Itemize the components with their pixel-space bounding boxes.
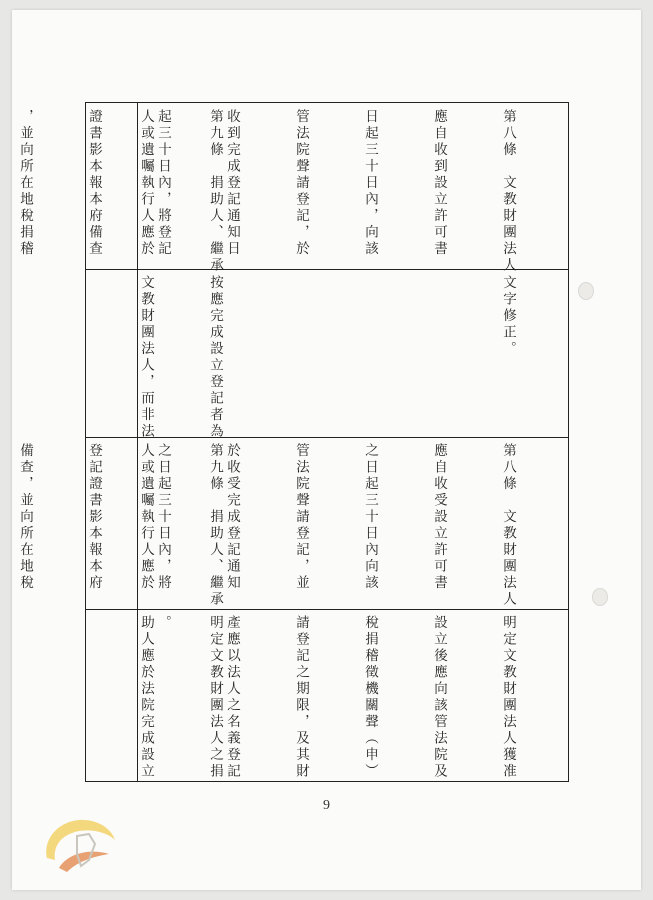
row3-article9: 第九條 捐助人、繼承 人或遺囑執行人應於 — [138, 443, 223, 608]
document-page — [12, 10, 641, 890]
row-divider — [86, 437, 568, 438]
row2-explanation-article9: 按應完成設立登記者為 文教財團法人，而非法 — [138, 275, 223, 440]
row4-explanation: 明定文教財團法人獲准 設立後應向該管法院及 稅捐稽徵機關聲（申） 請登記之期限，及其財 產應以法人之名義登記 。 — [155, 615, 516, 780]
row2-explanation: 文字修正。 — [500, 275, 516, 358]
row3-article8: 第八條 文教財團法人 應自收受設立許可書 之日起三十日內向該 管法院聲請登記，並 於收受完成登記通知 之日起三十日內，將 登記證書影本報本府 備查，並向所在地稅 — [17, 443, 516, 608]
comparison-table — [17, 102, 569, 782]
row-divider — [86, 269, 568, 270]
punch-hole — [592, 588, 608, 606]
logo-swoosh-orange — [59, 852, 109, 872]
archive-logo — [37, 810, 122, 880]
row-divider — [86, 609, 568, 610]
row1-article9: 第九條 捐助人、繼承 人或遺囑執行人應於 — [138, 109, 223, 274]
row4-explanation-article9: 明定文教財團法人之捐 助人應於法院完成設立 — [138, 615, 223, 780]
page-number: 9 — [323, 798, 330, 813]
row1-article8: 第八條 文教財團法人 應自收到設立許可書 日起三十日內，向該 管法院聲請登記，於 收到完成登記通知日 起三十日內，將登記 證書影本報本府備查 ，並向所在地稅捐稽 — [17, 109, 516, 274]
logo-island-shape — [77, 834, 95, 866]
punch-hole — [578, 282, 594, 300]
